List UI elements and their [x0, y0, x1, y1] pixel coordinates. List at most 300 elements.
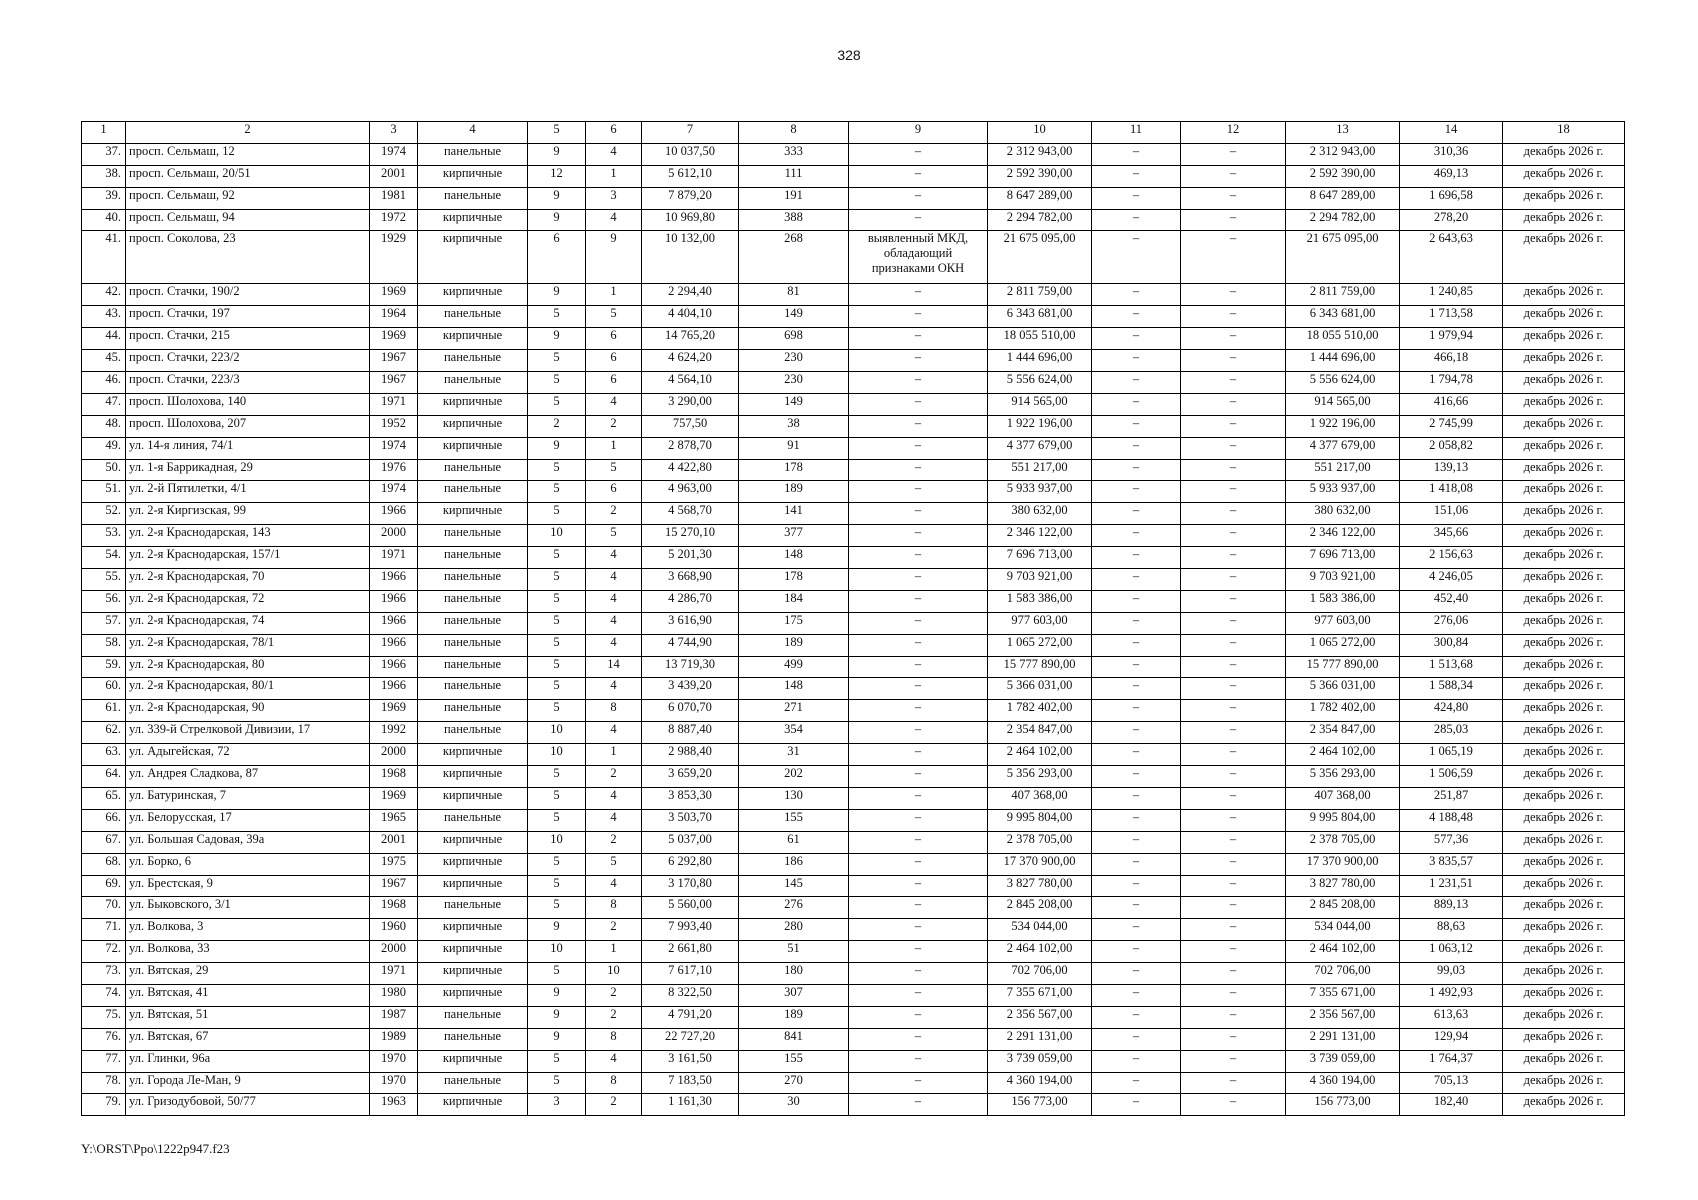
cell-cost-col-11: – [1092, 415, 1181, 437]
cell-cost-col-13: 21 675 095,00 [1286, 231, 1400, 284]
cell-residents: 155 [739, 1050, 849, 1072]
cell-wall-material: кирпичные [418, 209, 528, 231]
cell-row-number: 61. [82, 700, 126, 722]
cell-cost-per-sqm: 345,66 [1400, 525, 1503, 547]
cell-wall-material: панельные [418, 143, 528, 165]
cell-residents: 333 [739, 143, 849, 165]
cell-residents: 155 [739, 809, 849, 831]
cell-total-area: 10 037,50 [642, 143, 739, 165]
cell-cost-per-sqm: 2 643,63 [1400, 231, 1503, 284]
cell-completion-date: декабрь 2026 г. [1503, 897, 1625, 919]
table-row [82, 700, 1625, 722]
cell-residents: 178 [739, 569, 849, 591]
cell-row-number: 60. [82, 678, 126, 700]
cell-address: просп. Сельмаш, 92 [126, 187, 370, 209]
cell-floors: 5 [528, 372, 586, 394]
cell-completion-date: декабрь 2026 г. [1503, 503, 1625, 525]
column-number-12: 12 [1181, 122, 1286, 144]
table-row [82, 809, 1625, 831]
cell-cost-col-11: – [1092, 963, 1181, 985]
cell-completion-date: декабрь 2026 г. [1503, 569, 1625, 591]
cell-floors: 5 [528, 787, 586, 809]
cell-cost-total: 5 366 031,00 [988, 678, 1092, 700]
cell-note: – [849, 209, 988, 231]
cell-completion-date: декабрь 2026 г. [1503, 744, 1625, 766]
cell-entrances: 6 [586, 481, 642, 503]
cell-row-number: 74. [82, 984, 126, 1006]
cell-cost-col-13: 15 777 890,00 [1286, 656, 1400, 678]
table-row [82, 350, 1625, 372]
table-row [82, 875, 1625, 897]
column-number-1: 1 [82, 122, 126, 144]
cell-residents: 189 [739, 634, 849, 656]
cell-cost-col-12: – [1181, 415, 1286, 437]
cell-cost-col-12: – [1181, 350, 1286, 372]
column-number-3: 3 [370, 122, 418, 144]
cell-row-number: 46. [82, 372, 126, 394]
cell-floors: 5 [528, 963, 586, 985]
cell-cost-total: 4 360 194,00 [988, 1072, 1092, 1094]
cell-completion-date: декабрь 2026 г. [1503, 853, 1625, 875]
cell-cost-col-11: – [1092, 984, 1181, 1006]
cell-note: – [849, 875, 988, 897]
cell-cost-total: 2 464 102,00 [988, 941, 1092, 963]
cell-total-area: 8 887,40 [642, 722, 739, 744]
cell-year-built: 1974 [370, 481, 418, 503]
cell-cost-per-sqm: 466,18 [1400, 350, 1503, 372]
cell-cost-total: 407 368,00 [988, 787, 1092, 809]
cell-floors: 5 [528, 656, 586, 678]
cell-cost-col-11: – [1092, 547, 1181, 569]
cell-residents: 175 [739, 612, 849, 634]
cell-cost-col-12: – [1181, 984, 1286, 1006]
table-row [82, 722, 1625, 744]
cell-cost-per-sqm: 310,36 [1400, 143, 1503, 165]
cell-row-number: 55. [82, 569, 126, 591]
cell-wall-material: кирпичные [418, 853, 528, 875]
cell-cost-per-sqm: 1 065,19 [1400, 744, 1503, 766]
cell-year-built: 1967 [370, 372, 418, 394]
cell-note: – [849, 984, 988, 1006]
cell-cost-col-12: – [1181, 919, 1286, 941]
cell-cost-col-13: 2 464 102,00 [1286, 941, 1400, 963]
cell-floors: 9 [528, 187, 586, 209]
cell-wall-material: панельные [418, 897, 528, 919]
cell-cost-col-11: – [1092, 350, 1181, 372]
cell-cost-col-12: – [1181, 503, 1286, 525]
cell-residents: 130 [739, 787, 849, 809]
cell-note: – [849, 612, 988, 634]
cell-cost-col-13: 2 356 567,00 [1286, 1006, 1400, 1028]
cell-year-built: 2000 [370, 744, 418, 766]
table-row [82, 437, 1625, 459]
cell-cost-total: 18 055 510,00 [988, 328, 1092, 350]
cell-year-built: 1974 [370, 437, 418, 459]
cell-note: – [849, 1094, 988, 1116]
table-row [82, 306, 1625, 328]
table-body [82, 143, 1625, 1115]
cell-row-number: 58. [82, 634, 126, 656]
cell-cost-col-12: – [1181, 656, 1286, 678]
cell-entrances: 6 [586, 350, 642, 372]
cell-residents: 271 [739, 700, 849, 722]
cell-cost-col-12: – [1181, 306, 1286, 328]
cell-year-built: 1969 [370, 328, 418, 350]
cell-cost-col-12: – [1181, 1028, 1286, 1050]
cell-cost-per-sqm: 577,36 [1400, 831, 1503, 853]
cell-entrances: 6 [586, 328, 642, 350]
cell-year-built: 1975 [370, 853, 418, 875]
cell-row-number: 37. [82, 143, 126, 165]
cell-cost-col-11: – [1092, 831, 1181, 853]
cell-year-built: 1966 [370, 590, 418, 612]
cell-cost-per-sqm: 129,94 [1400, 1028, 1503, 1050]
cell-year-built: 1964 [370, 306, 418, 328]
cell-total-area: 3 439,20 [642, 678, 739, 700]
cell-note: – [849, 722, 988, 744]
cell-completion-date: декабрь 2026 г. [1503, 187, 1625, 209]
cell-cost-col-12: – [1181, 525, 1286, 547]
cell-total-area: 8 322,50 [642, 984, 739, 1006]
cell-address: ул. 2-я Краснодарская, 90 [126, 700, 370, 722]
cell-floors: 5 [528, 503, 586, 525]
cell-cost-per-sqm: 139,13 [1400, 459, 1503, 481]
cell-cost-col-11: – [1092, 853, 1181, 875]
cell-note: – [849, 306, 988, 328]
cell-total-area: 7 879,20 [642, 187, 739, 209]
cell-address: ул. Большая Садовая, 39а [126, 831, 370, 853]
cell-cost-col-11: – [1092, 744, 1181, 766]
cell-cost-total: 3 739 059,00 [988, 1050, 1092, 1072]
cell-cost-col-11: – [1092, 328, 1181, 350]
cell-year-built: 1970 [370, 1050, 418, 1072]
cell-total-area: 3 659,20 [642, 766, 739, 788]
cell-cost-total: 2 291 131,00 [988, 1028, 1092, 1050]
cell-row-number: 47. [82, 393, 126, 415]
cell-residents: 388 [739, 209, 849, 231]
column-number-5: 5 [528, 122, 586, 144]
cell-cost-col-11: – [1092, 143, 1181, 165]
cell-cost-per-sqm: 1 794,78 [1400, 372, 1503, 394]
cell-address: просп. Сельмаш, 12 [126, 143, 370, 165]
cell-cost-col-12: – [1181, 809, 1286, 831]
cell-cost-col-13: 1 782 402,00 [1286, 700, 1400, 722]
cell-row-number: 51. [82, 481, 126, 503]
column-number-7: 7 [642, 122, 739, 144]
cell-cost-col-11: – [1092, 437, 1181, 459]
cell-cost-col-11: – [1092, 284, 1181, 306]
cell-year-built: 1965 [370, 809, 418, 831]
cell-cost-col-12: – [1181, 284, 1286, 306]
cell-cost-per-sqm: 2 745,99 [1400, 415, 1503, 437]
cell-note: – [849, 350, 988, 372]
cell-cost-total: 156 773,00 [988, 1094, 1092, 1116]
cell-address: ул. 2-я Краснодарская, 157/1 [126, 547, 370, 569]
cell-total-area: 3 668,90 [642, 569, 739, 591]
cell-row-number: 77. [82, 1050, 126, 1072]
cell-note: – [849, 766, 988, 788]
cell-note: – [849, 963, 988, 985]
cell-cost-col-11: – [1092, 590, 1181, 612]
table-row [82, 284, 1625, 306]
cell-note: – [849, 372, 988, 394]
cell-wall-material: кирпичные [418, 919, 528, 941]
cell-residents: 189 [739, 1006, 849, 1028]
cell-total-area: 1 161,30 [642, 1094, 739, 1116]
table-row [82, 590, 1625, 612]
cell-entrances: 8 [586, 1028, 642, 1050]
housing-register-table [81, 121, 1625, 1116]
cell-cost-total: 15 777 890,00 [988, 656, 1092, 678]
cell-wall-material: панельные [418, 678, 528, 700]
cell-cost-col-11: – [1092, 656, 1181, 678]
cell-floors: 5 [528, 897, 586, 919]
cell-year-built: 1972 [370, 209, 418, 231]
cell-cost-col-12: – [1181, 831, 1286, 853]
cell-residents: 61 [739, 831, 849, 853]
cell-address: ул. Волкова, 3 [126, 919, 370, 941]
cell-address: ул. Брестская, 9 [126, 875, 370, 897]
cell-cost-col-11: – [1092, 809, 1181, 831]
cell-address: ул. Быковского, 3/1 [126, 897, 370, 919]
cell-cost-per-sqm: 151,06 [1400, 503, 1503, 525]
cell-residents: 230 [739, 350, 849, 372]
footer-file-path: Y:\ORST\Ppo\1222p947.f23 [81, 1141, 230, 1156]
cell-wall-material: панельные [418, 634, 528, 656]
column-number-4: 4 [418, 122, 528, 144]
cell-floors: 9 [528, 919, 586, 941]
cell-entrances: 1 [586, 941, 642, 963]
cell-cost-total: 5 356 293,00 [988, 766, 1092, 788]
cell-completion-date: декабрь 2026 г. [1503, 481, 1625, 503]
cell-year-built: 1966 [370, 656, 418, 678]
cell-cost-col-12: – [1181, 165, 1286, 187]
cell-address: ул. Батуринская, 7 [126, 787, 370, 809]
cell-year-built: 1966 [370, 503, 418, 525]
cell-floors: 5 [528, 1072, 586, 1094]
cell-note: – [849, 809, 988, 831]
cell-completion-date: декабрь 2026 г. [1503, 459, 1625, 481]
cell-address: ул. Вятская, 29 [126, 963, 370, 985]
cell-cost-col-13: 2 294 782,00 [1286, 209, 1400, 231]
cell-residents: 268 [739, 231, 849, 284]
cell-completion-date: декабрь 2026 г. [1503, 831, 1625, 853]
cell-floors: 10 [528, 831, 586, 853]
cell-residents: 145 [739, 875, 849, 897]
cell-wall-material: кирпичные [418, 393, 528, 415]
cell-total-area: 6 292,80 [642, 853, 739, 875]
cell-wall-material: панельные [418, 1072, 528, 1094]
cell-completion-date: декабрь 2026 г. [1503, 350, 1625, 372]
cell-cost-col-11: – [1092, 481, 1181, 503]
cell-cost-col-13: 2 354 847,00 [1286, 722, 1400, 744]
cell-year-built: 1976 [370, 459, 418, 481]
cell-cost-total: 7 696 713,00 [988, 547, 1092, 569]
cell-year-built: 1987 [370, 1006, 418, 1028]
cell-address: ул. 2-я Краснодарская, 70 [126, 569, 370, 591]
cell-cost-per-sqm: 1 231,51 [1400, 875, 1503, 897]
cell-cost-col-11: – [1092, 372, 1181, 394]
cell-note: выявленный МКД, обладающий признаками ОКН [849, 231, 988, 284]
cell-cost-col-11: – [1092, 165, 1181, 187]
cell-entrances: 8 [586, 700, 642, 722]
cell-address: ул. Гризодубовой, 50/77 [126, 1094, 370, 1116]
cell-floors: 5 [528, 853, 586, 875]
cell-entrances: 4 [586, 209, 642, 231]
table-row [82, 459, 1625, 481]
cell-residents: 31 [739, 744, 849, 766]
cell-cost-total: 2 811 759,00 [988, 284, 1092, 306]
cell-floors: 9 [528, 1028, 586, 1050]
cell-residents: 270 [739, 1072, 849, 1094]
cell-residents: 148 [739, 678, 849, 700]
cell-entrances: 1 [586, 437, 642, 459]
cell-address: просп. Соколова, 23 [126, 231, 370, 284]
cell-address: ул. 2-я Киргизская, 99 [126, 503, 370, 525]
cell-wall-material: панельные [418, 722, 528, 744]
cell-cost-col-12: – [1181, 1072, 1286, 1094]
cell-cost-col-13: 4 377 679,00 [1286, 437, 1400, 459]
cell-cost-col-12: – [1181, 481, 1286, 503]
cell-cost-total: 1 583 386,00 [988, 590, 1092, 612]
cell-total-area: 7 617,10 [642, 963, 739, 985]
cell-total-area: 2 661,80 [642, 941, 739, 963]
cell-residents: 149 [739, 306, 849, 328]
cell-cost-col-13: 5 356 293,00 [1286, 766, 1400, 788]
cell-floors: 9 [528, 1006, 586, 1028]
cell-wall-material: панельные [418, 656, 528, 678]
cell-cost-per-sqm: 99,03 [1400, 963, 1503, 985]
cell-note: – [849, 744, 988, 766]
cell-cost-col-11: – [1092, 787, 1181, 809]
cell-cost-per-sqm: 251,87 [1400, 787, 1503, 809]
cell-cost-per-sqm: 469,13 [1400, 165, 1503, 187]
cell-cost-col-12: – [1181, 678, 1286, 700]
cell-address: просп. Стачки, 223/3 [126, 372, 370, 394]
cell-total-area: 4 286,70 [642, 590, 739, 612]
cell-address: ул. 14-я линия, 74/1 [126, 437, 370, 459]
cell-year-built: 1967 [370, 875, 418, 897]
cell-cost-col-12: – [1181, 722, 1286, 744]
cell-total-area: 5 612,10 [642, 165, 739, 187]
cell-row-number: 38. [82, 165, 126, 187]
cell-wall-material: панельные [418, 525, 528, 547]
cell-row-number: 75. [82, 1006, 126, 1028]
cell-address: ул. Вятская, 67 [126, 1028, 370, 1050]
cell-note: – [849, 700, 988, 722]
cell-cost-total: 2 312 943,00 [988, 143, 1092, 165]
table-row [82, 143, 1625, 165]
cell-row-number: 56. [82, 590, 126, 612]
cell-completion-date: декабрь 2026 г. [1503, 165, 1625, 187]
cell-wall-material: кирпичные [418, 1050, 528, 1072]
cell-row-number: 76. [82, 1028, 126, 1050]
cell-floors: 5 [528, 809, 586, 831]
cell-total-area: 14 765,20 [642, 328, 739, 350]
cell-residents: 178 [739, 459, 849, 481]
cell-cost-per-sqm: 1 240,85 [1400, 284, 1503, 306]
cell-row-number: 49. [82, 437, 126, 459]
cell-cost-col-13: 551 217,00 [1286, 459, 1400, 481]
column-number-2: 2 [126, 122, 370, 144]
column-number-18: 18 [1503, 122, 1625, 144]
cell-cost-col-13: 380 632,00 [1286, 503, 1400, 525]
cell-completion-date: декабрь 2026 г. [1503, 231, 1625, 284]
table-row [82, 393, 1625, 415]
cell-residents: 51 [739, 941, 849, 963]
cell-address: ул. Вятская, 51 [126, 1006, 370, 1028]
cell-total-area: 3 290,00 [642, 393, 739, 415]
cell-row-number: 62. [82, 722, 126, 744]
cell-entrances: 4 [586, 547, 642, 569]
cell-cost-col-12: – [1181, 437, 1286, 459]
cell-cost-per-sqm: 2 156,63 [1400, 547, 1503, 569]
cell-cost-col-13: 17 370 900,00 [1286, 853, 1400, 875]
cell-row-number: 68. [82, 853, 126, 875]
cell-address: просп. Стачки, 197 [126, 306, 370, 328]
table-row [82, 328, 1625, 350]
cell-row-number: 39. [82, 187, 126, 209]
cell-floors: 5 [528, 306, 586, 328]
table-row [82, 231, 1625, 284]
cell-note: – [849, 590, 988, 612]
cell-residents: 841 [739, 1028, 849, 1050]
cell-cost-col-12: – [1181, 1006, 1286, 1028]
table-row [82, 766, 1625, 788]
table-row [82, 787, 1625, 809]
cell-row-number: 78. [82, 1072, 126, 1094]
cell-note: – [849, 1006, 988, 1028]
column-number-10: 10 [988, 122, 1092, 144]
cell-note: – [849, 853, 988, 875]
cell-total-area: 3 161,50 [642, 1050, 739, 1072]
cell-wall-material: панельные [418, 187, 528, 209]
cell-address: ул. Андрея Сладкова, 87 [126, 766, 370, 788]
cell-wall-material: панельные [418, 306, 528, 328]
cell-cost-col-13: 977 603,00 [1286, 612, 1400, 634]
cell-entrances: 2 [586, 919, 642, 941]
cell-note: – [849, 941, 988, 963]
cell-floors: 12 [528, 165, 586, 187]
table-row [82, 569, 1625, 591]
cell-cost-per-sqm: 1 979,94 [1400, 328, 1503, 350]
cell-cost-total: 1 065 272,00 [988, 634, 1092, 656]
cell-cost-col-13: 5 933 937,00 [1286, 481, 1400, 503]
cell-year-built: 1963 [370, 1094, 418, 1116]
cell-year-built: 1980 [370, 984, 418, 1006]
cell-cost-col-13: 5 556 624,00 [1286, 372, 1400, 394]
cell-year-built: 1974 [370, 143, 418, 165]
cell-entrances: 2 [586, 984, 642, 1006]
cell-entrances: 10 [586, 963, 642, 985]
cell-year-built: 1960 [370, 919, 418, 941]
table-row [82, 897, 1625, 919]
cell-cost-total: 914 565,00 [988, 393, 1092, 415]
cell-floors: 5 [528, 569, 586, 591]
cell-row-number: 45. [82, 350, 126, 372]
cell-floors: 5 [528, 481, 586, 503]
cell-completion-date: декабрь 2026 г. [1503, 809, 1625, 831]
cell-completion-date: декабрь 2026 г. [1503, 1050, 1625, 1072]
cell-completion-date: декабрь 2026 г. [1503, 941, 1625, 963]
cell-address: ул. 2-й Пятилетки, 4/1 [126, 481, 370, 503]
cell-year-built: 1969 [370, 787, 418, 809]
cell-residents: 276 [739, 897, 849, 919]
cell-total-area: 4 568,70 [642, 503, 739, 525]
cell-floors: 5 [528, 875, 586, 897]
cell-cost-per-sqm: 424,80 [1400, 700, 1503, 722]
cell-year-built: 1981 [370, 187, 418, 209]
